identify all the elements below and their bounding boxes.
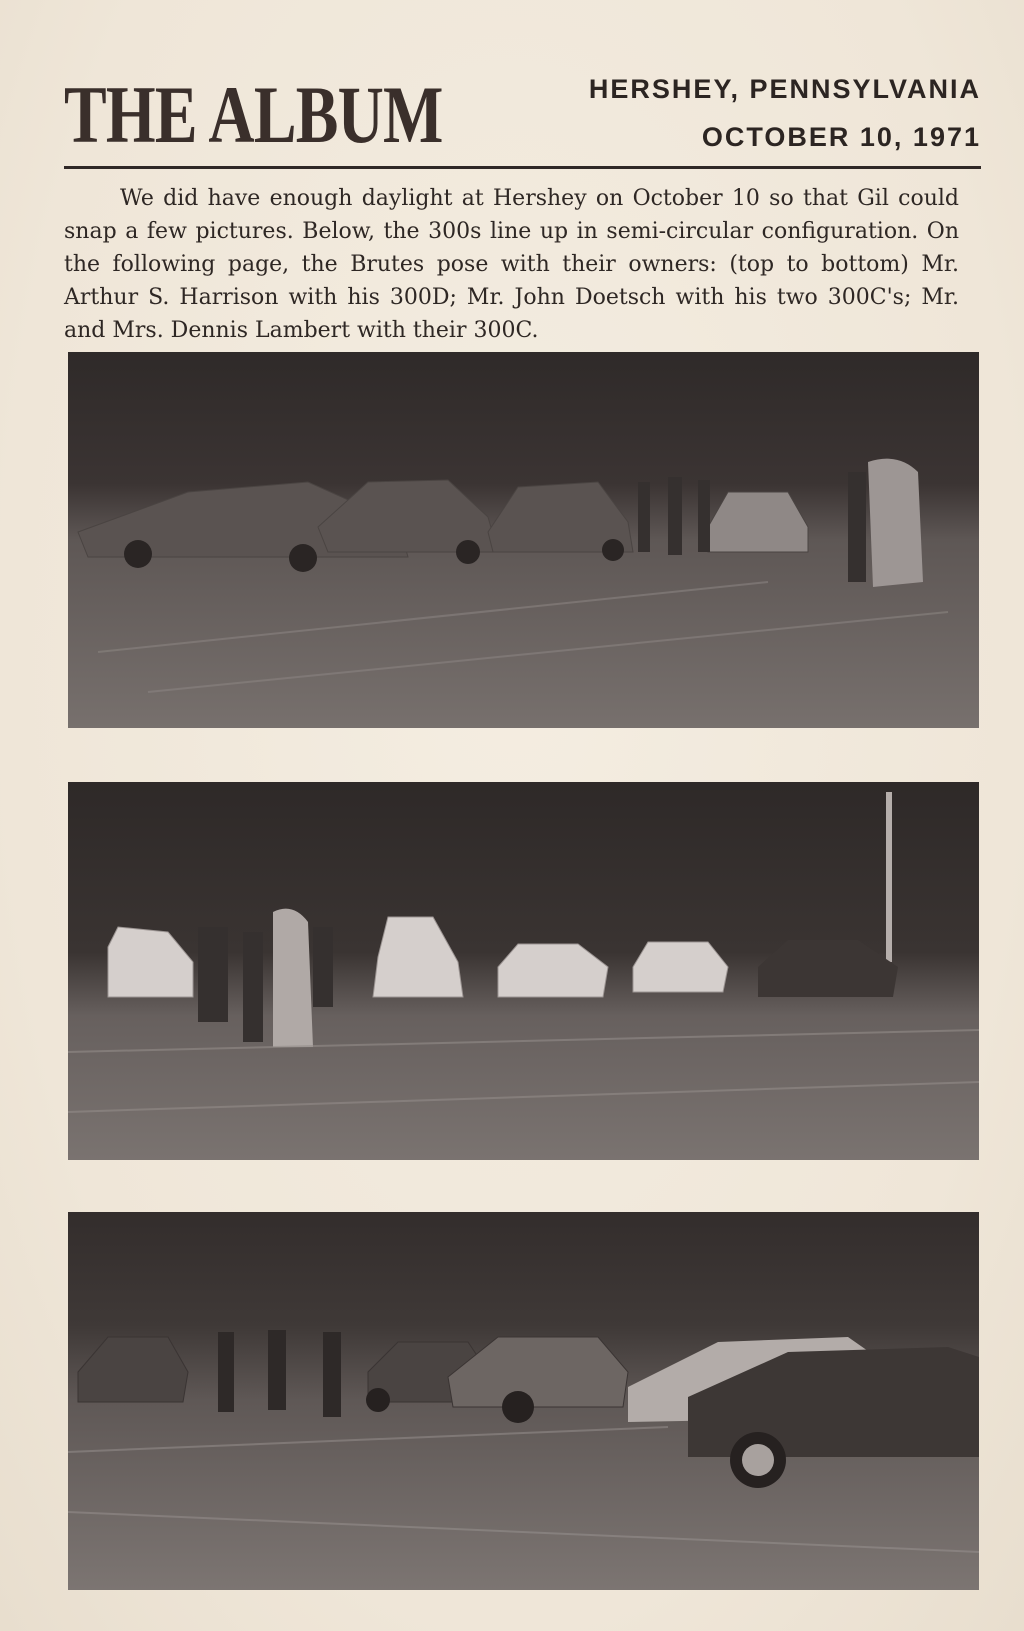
photo-cars-lineup-1	[68, 352, 979, 728]
masthead	[64, 69, 981, 172]
date-heading: OCTOBER 10, 1971	[701, 122, 981, 152]
location-heading: HERSHEY, PENNSYLVANIA	[588, 74, 981, 104]
intro-paragraph: We did have enough daylight at Hershey on October 10 so that Gil could snap a few pictures. Below, the 300s line up in semi-circular configuration. On the following page, the Brutes pose with their owners: (top to bottom) Mr. Arthur S. Harrison with his 300D; Mr. John Doetsch with his two 300C's; Mr. and Mrs. Dennis Lambert with their 300C.	[64, 186, 959, 343]
album-title: THE ALBUM	[64, 69, 443, 160]
header-rule	[64, 166, 981, 169]
photo-cars-lineup-2	[68, 782, 979, 1160]
photo-cars-lineup-3	[68, 1212, 979, 1590]
